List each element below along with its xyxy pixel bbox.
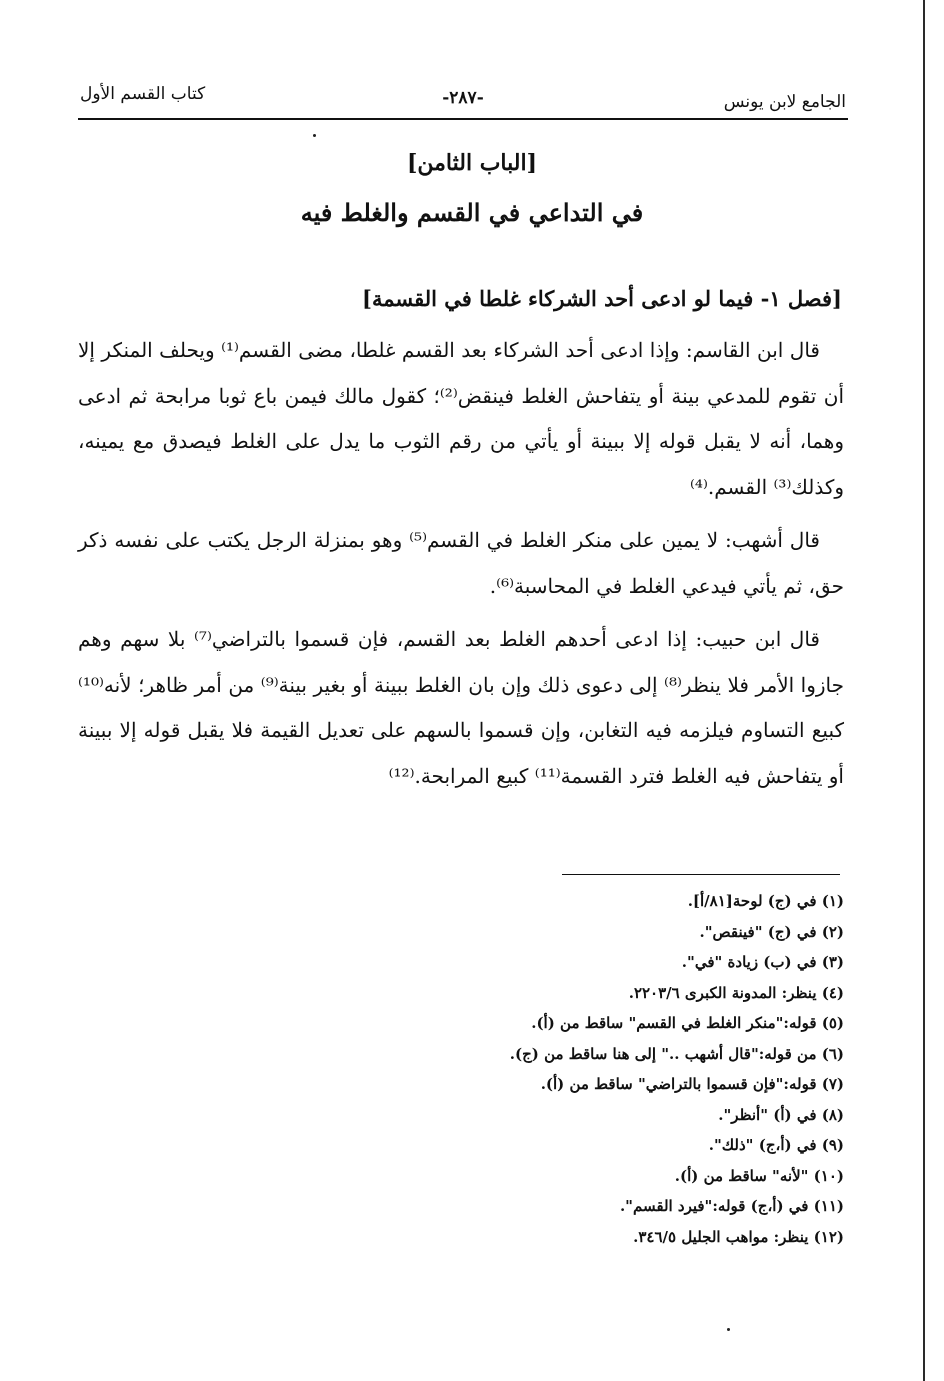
paragraph: قال ابن القاسم: وإذا ادعى أحد الشركاء بعد القسم غلطا، مضى القسم⁽¹⁾ ويحلف المنكر إلا أن تقوم للمدعي بينة أو يتفاحش الغلط فينقض⁽²⁾؛ كقول مالك فيمن باع ثوبا مرابحة ثم ادعى وهما، أنه لا يقبل قوله إلا ببينة أو يأتي من رقم الثوب ما يدل على الغلط فيصدق مع يمينه، وكذلك⁽³⁾ القسم.⁽⁴⁾ [78,338,845,499]
chapter-title: [الباب الثامن] [406,150,538,176]
chapter-subtitle: في التداعي في القسم والغلط فيه [300,198,644,227]
section-heading: [فصل ١- فيما لو ادعى أحد الشركاء غلطا في القسمة] [362,286,842,311]
footnote: (٢) في (ج) "فينقص". [699,922,844,941]
footnote: (١٠) "لأنه" ساقط من (أ). [674,1166,844,1185]
paragraph: قال ابن حبيب: إذا ادعى أحدهم الغلط بعد القسم، فإن قسموا بالتراضي⁽⁷⁾ بلا سهم وهم جازوا الأمر فلا ينظر⁽⁸⁾ إلى دعوى ذلك وإن بان الغلط ببينة أو بغير بينة⁽⁹⁾ من أمر ظاهر؛ لأنه⁽¹⁰⁾ كبيع التساوم فيلزمه فيه التغابن، وإن قسموا بالسهم على تعديل القيمة فلا يقبل قوله إلا ببينة أو يتفاحش فيه الغلط فترد القسمة⁽¹¹⁾ كبيع المرابحة.⁽¹²⁾ [78,627,844,788]
footnote: (١٢) ينظر: مواهب الجليل ٣٤٦/٥. [633,1227,844,1246]
footnote: (٦) من قوله:"قال أشهب .." إلى هنا ساقط من (ج). [509,1044,844,1063]
footnotes-list [244,886,844,1252]
book-title-header: الجامع لابن يونس [723,92,846,112]
footnote: (٩) في (أ،ج) "ذلك". [708,1136,844,1154]
chapter-header: كتاب القسم الأول [80,84,206,104]
footnote: (٥) قوله:"منكر الغلط في القسم" ساقط من (أ). [531,1014,844,1032]
main-text [78,328,844,807]
footnote-divider [562,874,840,875]
footnote: (١١) في (أ،ج) قوله:"فيرد القسم". [619,1197,844,1215]
page-number: -٢٨٧- [442,88,484,108]
footnote: (٧) قوله:"فإن قسموا بالتراضي" ساقط من (أ). [540,1075,844,1093]
footnote: (٤) ينظر: المدونة الكبرى ٢٢٠٣/٦. [628,983,844,1002]
footnote: (٨) في (أ) "أنظر". [718,1105,844,1124]
running-head [78,82,848,120]
footnote: (٣) في (ب) زيادة "في". [681,953,844,971]
footnote: (١) في (ج) لوحة[٨١/أ]. [687,892,844,910]
paragraph: قال أشهب: لا يمين على منكر الغلط في القسم⁽⁵⁾ وهو بمنزلة الرجل يكتب على نفسه ذكر حق، ثم يأتي فيدعي الغلط في المحاسبة⁽⁶⁾. [78,528,844,598]
